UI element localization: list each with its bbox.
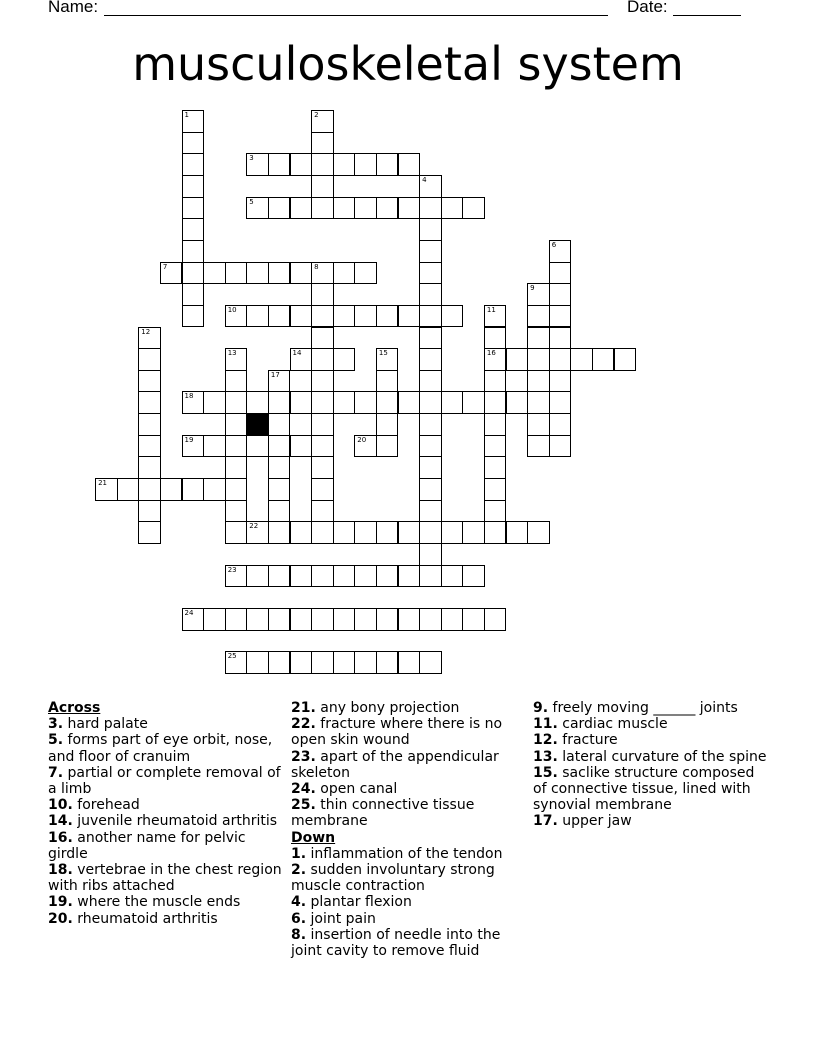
crossword-cell[interactable] xyxy=(268,153,291,176)
crossword-cell[interactable] xyxy=(376,348,399,371)
crossword-cell[interactable] xyxy=(419,478,442,501)
crossword-cell[interactable] xyxy=(419,608,442,631)
clue-number-label: 17. xyxy=(533,813,558,830)
crossword-cell[interactable] xyxy=(549,348,572,371)
crossword-cell[interactable] xyxy=(484,327,507,350)
across-clue: 3. hard palate xyxy=(48,716,148,733)
crossword-cell[interactable] xyxy=(203,608,226,631)
crossword-cell[interactable] xyxy=(268,435,291,458)
clue-number: 3 xyxy=(249,154,254,163)
crossword-cell[interactable] xyxy=(311,197,334,220)
crossword-cell[interactable] xyxy=(419,651,442,674)
crossword-cell[interactable] xyxy=(268,500,291,523)
across-clue: 16. another name for pelvic girdle xyxy=(48,829,246,862)
crossword-cell[interactable] xyxy=(441,608,464,631)
clue-number: 18 xyxy=(184,392,194,401)
crossword-cell[interactable] xyxy=(311,348,334,371)
crossword-cell[interactable] xyxy=(182,197,205,220)
clue-number-label: 14. xyxy=(48,813,73,830)
crossword-cell[interactable] xyxy=(354,435,377,458)
crossword-cell[interactable] xyxy=(549,283,572,306)
across-clue: 25. thin connective tissue membrane xyxy=(291,797,475,830)
crossword-cell[interactable] xyxy=(484,521,507,544)
clue-number-label: 5. xyxy=(48,732,64,749)
crossword-cell[interactable] xyxy=(484,348,507,371)
clue-number: 1 xyxy=(184,111,189,119)
crossword-cell[interactable] xyxy=(419,175,442,198)
crossword-cell[interactable] xyxy=(441,565,464,588)
clue-number: 13 xyxy=(227,349,237,358)
crossword-cell[interactable] xyxy=(311,521,334,544)
crossword-cell[interactable] xyxy=(333,153,356,176)
crossword-cell[interactable] xyxy=(311,305,334,328)
clue-number-label: 20. xyxy=(48,910,73,927)
crossword-cell[interactable] xyxy=(376,197,399,220)
crossword-cell[interactable] xyxy=(419,521,442,544)
crossword-cell[interactable] xyxy=(290,153,313,176)
crossword-cell[interactable] xyxy=(182,175,205,198)
clue-number: 9 xyxy=(530,284,535,293)
clue-number-label: 11. xyxy=(533,716,558,733)
crossword-cell[interactable] xyxy=(376,370,399,393)
crossword-cell[interactable] xyxy=(506,391,529,414)
crossword-cell[interactable] xyxy=(462,197,485,220)
crossword-cell[interactable] xyxy=(506,348,529,371)
clue-number: 20 xyxy=(357,435,367,444)
crossword-cell[interactable] xyxy=(419,197,442,220)
crossword-cell[interactable] xyxy=(268,456,291,479)
clue-number: 24 xyxy=(184,608,194,617)
clue-number-label: 9. xyxy=(533,700,549,716)
crossword-cell[interactable] xyxy=(225,478,248,501)
crossword-cell[interactable] xyxy=(182,153,205,176)
crossword-cell[interactable] xyxy=(311,651,334,674)
crossword-cell[interactable] xyxy=(419,283,442,306)
crossword-cell[interactable] xyxy=(333,305,356,328)
crossword-cell[interactable] xyxy=(138,478,161,501)
crossword-cell[interactable] xyxy=(290,197,313,220)
crossword-cell[interactable] xyxy=(549,262,572,285)
crossword-cell[interactable] xyxy=(225,348,248,371)
crossword-cell[interactable] xyxy=(138,521,161,544)
crossword-cell[interactable] xyxy=(333,262,356,285)
clue-column-1 xyxy=(48,700,284,927)
down-clue: 12. fracture xyxy=(533,732,618,749)
crossword-cell[interactable] xyxy=(182,262,205,285)
crossword-cell[interactable] xyxy=(419,218,442,241)
crossword-cell[interactable] xyxy=(484,500,507,523)
clue-number: 22 xyxy=(249,522,259,531)
crossword-cell[interactable] xyxy=(138,327,161,350)
clue-number-label: 24. xyxy=(291,781,316,798)
crossword-cell[interactable] xyxy=(419,327,442,350)
crossword-cell[interactable] xyxy=(268,478,291,501)
crossword-cell[interactable] xyxy=(484,413,507,436)
crossword-cell[interactable] xyxy=(246,197,269,220)
crossword-cell[interactable] xyxy=(484,456,507,479)
crossword-cell[interactable] xyxy=(527,521,550,544)
crossword-cell[interactable] xyxy=(354,565,377,588)
crossword-cell[interactable] xyxy=(376,435,399,458)
crossword-cell[interactable] xyxy=(203,391,226,414)
crossword-cell[interactable] xyxy=(419,456,442,479)
crossword-cell[interactable] xyxy=(203,435,226,458)
clue-column-2 xyxy=(291,700,527,959)
crossword-cell[interactable] xyxy=(311,435,334,458)
down-clue: 6. joint pain xyxy=(291,910,376,927)
crossword-cell[interactable] xyxy=(398,153,421,176)
crossword-cell[interactable] xyxy=(333,565,356,588)
crossword-cell[interactable] xyxy=(592,348,615,371)
crossword-cell[interactable] xyxy=(203,478,226,501)
clue-number-label: 15. xyxy=(533,764,558,781)
crossword-cell[interactable] xyxy=(311,370,334,393)
clue-number: 15 xyxy=(378,349,388,358)
crossword-cell[interactable] xyxy=(182,218,205,241)
crossword-cell[interactable] xyxy=(225,651,248,674)
crossword-cell[interactable] xyxy=(225,456,248,479)
crossword-cell[interactable] xyxy=(376,608,399,631)
crossword-cell[interactable] xyxy=(419,391,442,414)
crossword-cell[interactable] xyxy=(419,565,442,588)
crossword-cell[interactable] xyxy=(527,348,550,371)
clue-number-label: 18. xyxy=(48,862,73,879)
crossword-cell[interactable] xyxy=(484,305,507,328)
crossword-cell[interactable] xyxy=(333,391,356,414)
clue-number: 19 xyxy=(184,435,194,444)
crossword-cell[interactable] xyxy=(354,651,377,674)
crossword-cell[interactable] xyxy=(182,391,205,414)
clue-number: 12 xyxy=(141,327,151,336)
crossword-cell[interactable] xyxy=(225,305,248,328)
clue-number-label: 4. xyxy=(291,894,307,911)
crossword-cell[interactable] xyxy=(225,262,248,285)
crossword-cell[interactable] xyxy=(182,240,205,263)
crossword-cell[interactable] xyxy=(398,197,421,220)
crossword-cell[interactable] xyxy=(268,305,291,328)
crossword-cell[interactable] xyxy=(398,391,421,414)
across-clue: 10. forehead xyxy=(48,797,140,814)
crossword-cell[interactable] xyxy=(290,391,313,414)
down-clue: 1. inflammation of the tendon xyxy=(291,845,503,862)
crossword-cell[interactable] xyxy=(549,413,572,436)
crossword-cell[interactable] xyxy=(311,500,334,523)
crossword-cell[interactable] xyxy=(462,391,485,414)
crossword-cell[interactable] xyxy=(160,478,183,501)
crossword-cell[interactable] xyxy=(290,348,313,371)
crossword-cell[interactable] xyxy=(527,391,550,414)
crossword-cell[interactable] xyxy=(419,262,442,285)
clue-number: 16 xyxy=(486,349,496,358)
crossword-cell[interactable] xyxy=(462,565,485,588)
clue-number: 7 xyxy=(162,262,168,271)
crossword-cell[interactable] xyxy=(246,565,269,588)
date-label: Date: xyxy=(627,0,668,16)
crossword-cell[interactable] xyxy=(376,413,399,436)
clue-number-label: 8. xyxy=(291,926,307,943)
clue-number: 25 xyxy=(227,652,237,661)
across-clue: 19. where the muscle ends xyxy=(48,894,241,911)
crossword-cell[interactable] xyxy=(268,521,291,544)
page-title: musculoskeletal system xyxy=(132,37,684,91)
crossword-cell[interactable] xyxy=(225,413,248,436)
crossword-cell[interactable] xyxy=(182,132,205,155)
clue-number-label: 23. xyxy=(291,748,316,765)
crossword-cell[interactable] xyxy=(311,262,334,285)
crossword-cell[interactable] xyxy=(549,305,572,328)
across-clue: 24. open canal xyxy=(291,781,398,798)
crossword-cell[interactable] xyxy=(311,565,334,588)
crossword-cell[interactable] xyxy=(290,565,313,588)
crossword-cell[interactable] xyxy=(182,283,205,306)
clue-number: 4 xyxy=(422,175,427,184)
down-clue: 15. saclike structure composed of connective tissue, lined with synovial membrane xyxy=(533,764,755,814)
crossword-cell[interactable] xyxy=(290,305,313,328)
crossword-cell[interactable] xyxy=(614,348,637,371)
clue-number: 11 xyxy=(486,305,496,314)
crossword-cell[interactable] xyxy=(160,262,183,285)
crossword-cell[interactable] xyxy=(376,565,399,588)
crossword-cell[interactable] xyxy=(398,521,421,544)
crossword-cell[interactable] xyxy=(354,391,377,414)
crossword-cell[interactable] xyxy=(246,305,269,328)
crossword-cell[interactable] xyxy=(290,262,313,285)
crossword-cell[interactable] xyxy=(246,153,269,176)
crossword-cell[interactable] xyxy=(182,478,205,501)
crossword-cell[interactable] xyxy=(311,413,334,436)
crossword-cell[interactable] xyxy=(225,608,248,631)
crossword-cell[interactable] xyxy=(527,435,550,458)
crossword-cell[interactable] xyxy=(419,413,442,436)
across-clue: 20. rheumatoid arthritis xyxy=(48,910,218,927)
crossword-cell[interactable] xyxy=(354,305,377,328)
clue-number: 23 xyxy=(227,565,237,574)
crossword-cell[interactable] xyxy=(527,413,550,436)
crossword-cell[interactable] xyxy=(441,521,464,544)
clue-number: 17 xyxy=(270,370,280,379)
crossword-cell[interactable] xyxy=(484,370,507,393)
crossword-cell[interactable] xyxy=(527,370,550,393)
crossword-cell[interactable] xyxy=(376,651,399,674)
crossword-cell[interactable] xyxy=(268,197,291,220)
crossword-cell[interactable] xyxy=(246,391,269,414)
name-label: Name: xyxy=(48,0,99,16)
crossword-cell[interactable] xyxy=(484,608,507,631)
crossword-cell[interactable] xyxy=(311,327,334,350)
crossword-cell[interactable] xyxy=(290,651,313,674)
crossword-cell[interactable] xyxy=(311,153,334,176)
crossword-cell[interactable] xyxy=(376,305,399,328)
crossword-cell[interactable] xyxy=(441,197,464,220)
crossword-cell[interactable] xyxy=(138,500,161,523)
crossword-cell[interactable] xyxy=(311,132,334,155)
crossword-cell[interactable] xyxy=(268,651,291,674)
across-clue: 22. fracture where there is no open skin wound xyxy=(291,716,503,749)
crossword-cell[interactable] xyxy=(138,435,161,458)
crossword-cell[interactable] xyxy=(290,435,313,458)
crossword-cell[interactable] xyxy=(268,413,291,436)
crossword-cell[interactable] xyxy=(527,283,550,306)
across-clue: 14. juvenile rheumatoid arthritis xyxy=(48,813,278,830)
crossword-cell[interactable] xyxy=(376,391,399,414)
crossword-cell[interactable] xyxy=(311,283,334,306)
crossword-cell[interactable] xyxy=(246,651,269,674)
crossword-cell[interactable] xyxy=(138,413,161,436)
crossword-cell[interactable] xyxy=(549,391,572,414)
crossword-cell[interactable] xyxy=(268,391,291,414)
crossword-cell[interactable] xyxy=(182,305,205,328)
crossword-cell[interactable] xyxy=(419,348,442,371)
crossword-cell[interactable] xyxy=(549,435,572,458)
crossword-cell[interactable] xyxy=(182,608,205,631)
clue-number-label: 19. xyxy=(48,894,73,911)
crossword-cell[interactable] xyxy=(246,521,269,544)
crossword-cell[interactable] xyxy=(117,478,140,501)
clue-number-label: 12. xyxy=(533,732,558,749)
clue-number-label: 25. xyxy=(291,797,316,814)
crossword-cell[interactable] xyxy=(138,456,161,479)
crossword-cell[interactable] xyxy=(311,391,334,414)
crossword-cell[interactable] xyxy=(182,110,205,133)
crossword-cell[interactable] xyxy=(268,565,291,588)
crossword-cell[interactable] xyxy=(311,175,334,198)
clue-number: 2 xyxy=(314,111,319,119)
crossword-cell[interactable] xyxy=(419,500,442,523)
down-clue: 4. plantar flexion xyxy=(291,894,412,911)
crossword-cell[interactable] xyxy=(138,391,161,414)
crossword-cell[interactable] xyxy=(138,370,161,393)
clue-number-label: 7. xyxy=(48,764,64,781)
crossword-cell[interactable] xyxy=(419,370,442,393)
crossword-cell[interactable] xyxy=(268,262,291,285)
crossword-cell[interactable] xyxy=(376,521,399,544)
down-clue: 13. lateral curvature of the spine xyxy=(533,748,767,765)
crossword-cell[interactable] xyxy=(549,240,572,263)
clue-number-label: 3. xyxy=(48,716,64,733)
crossword-cell[interactable] xyxy=(333,608,356,631)
across-clue: 5. forms part of eye orbit, nose, and floor of cranuim xyxy=(48,732,273,765)
crossword-cell[interactable] xyxy=(225,521,248,544)
crossword-cell[interactable] xyxy=(225,370,248,393)
clue-number: 21 xyxy=(98,479,108,488)
crossword-cell[interactable] xyxy=(311,478,334,501)
clue-column-3 xyxy=(533,700,769,830)
crossword-cell[interactable] xyxy=(527,305,550,328)
clue-number: 14 xyxy=(292,349,302,358)
crossword-cell[interactable] xyxy=(311,456,334,479)
crossword-cell[interactable] xyxy=(268,370,291,393)
clue-number-label: 10. xyxy=(48,797,73,814)
crossword-cell[interactable] xyxy=(182,435,205,458)
crossword-cell[interactable] xyxy=(419,305,442,328)
across-clue: 23. apart of the appendicular skeleton xyxy=(291,748,499,781)
crossword-cell[interactable] xyxy=(333,197,356,220)
crossword-cell[interactable] xyxy=(398,608,421,631)
clue-number-label: 6. xyxy=(291,910,307,927)
crossword-cell[interactable] xyxy=(484,435,507,458)
crossword-cell[interactable] xyxy=(354,521,377,544)
crossword-cell[interactable] xyxy=(354,608,377,631)
crossword-cell[interactable] xyxy=(354,262,377,285)
across-clue: 7. partial or complete removal of a limb xyxy=(48,764,281,798)
crossword-cell[interactable] xyxy=(333,651,356,674)
crossword-cell[interactable] xyxy=(462,521,485,544)
crossword-cell[interactable] xyxy=(419,240,442,263)
crossword-cell[interactable] xyxy=(246,608,269,631)
down-clue: 8. insertion of needle into the joint cavity to remove fluid xyxy=(291,926,501,960)
crossword-cell[interactable] xyxy=(441,391,464,414)
clue-number: 8 xyxy=(314,262,319,271)
clue-number: 5 xyxy=(249,197,254,206)
crossword-cell[interactable] xyxy=(376,153,399,176)
crossword-cell[interactable] xyxy=(225,391,248,414)
across-clue: 18. vertebrae in the chest region with ribs attached xyxy=(48,862,282,895)
across-heading: Across xyxy=(48,700,101,716)
crossword-cell[interactable] xyxy=(462,608,485,631)
crossword-cell[interactable] xyxy=(138,348,161,371)
crossword-cell[interactable] xyxy=(549,327,572,350)
down-clue: 17. upper jaw xyxy=(533,813,632,830)
crossword-cell[interactable] xyxy=(246,262,269,285)
clue-number-label: 21. xyxy=(291,700,316,716)
crossword-cell[interactable] xyxy=(549,370,572,393)
crossword-cell[interactable] xyxy=(333,348,356,371)
crossword-cell[interactable] xyxy=(203,262,226,285)
clue-number: 6 xyxy=(551,240,557,249)
down-clue: 9. freely moving ______ joints xyxy=(533,700,738,716)
crossword-cell[interactable] xyxy=(290,608,313,631)
clue-number-label: 1. xyxy=(291,845,307,862)
across-clue: 21. any bony projection xyxy=(291,700,460,716)
clue-number-label: 22. xyxy=(291,716,316,733)
crossword-cell[interactable] xyxy=(225,500,248,523)
crossword-cell[interactable] xyxy=(398,651,421,674)
crossword-cell[interactable] xyxy=(225,565,248,588)
crossword-cell[interactable] xyxy=(311,110,334,133)
crossword-cell[interactable] xyxy=(570,348,593,371)
blocked-cell xyxy=(246,413,269,436)
clue-number: 10 xyxy=(227,305,237,314)
crossword-cell[interactable] xyxy=(95,478,118,501)
down-clue: 2. sudden involuntary strong muscle contraction xyxy=(291,862,495,895)
crossword-cell[interactable] xyxy=(311,608,334,631)
crossword-cell[interactable] xyxy=(527,327,550,350)
crossword-cell[interactable] xyxy=(354,153,377,176)
down-heading: Down xyxy=(291,829,336,846)
crossword-cell[interactable] xyxy=(354,197,377,220)
crossword-cell[interactable] xyxy=(333,521,356,544)
crossword-cell[interactable] xyxy=(246,435,269,458)
clue-number-label: 16. xyxy=(48,829,73,846)
crossword-cell[interactable] xyxy=(398,565,421,588)
crossword-cell[interactable] xyxy=(419,435,442,458)
crossword-cell[interactable] xyxy=(419,543,442,566)
crossword-cell[interactable] xyxy=(484,391,507,414)
crossword-cell[interactable] xyxy=(398,305,421,328)
down-clue: 11. cardiac muscle xyxy=(533,716,668,733)
crossword-cell[interactable] xyxy=(290,521,313,544)
crossword-cell[interactable] xyxy=(484,478,507,501)
clue-number-label: 13. xyxy=(533,748,558,765)
crossword-cell[interactable] xyxy=(268,608,291,631)
crossword-cell[interactable] xyxy=(441,305,464,328)
crossword-cell[interactable] xyxy=(506,521,529,544)
clue-number-label: 2. xyxy=(291,862,307,879)
crossword-cell[interactable] xyxy=(225,435,248,458)
